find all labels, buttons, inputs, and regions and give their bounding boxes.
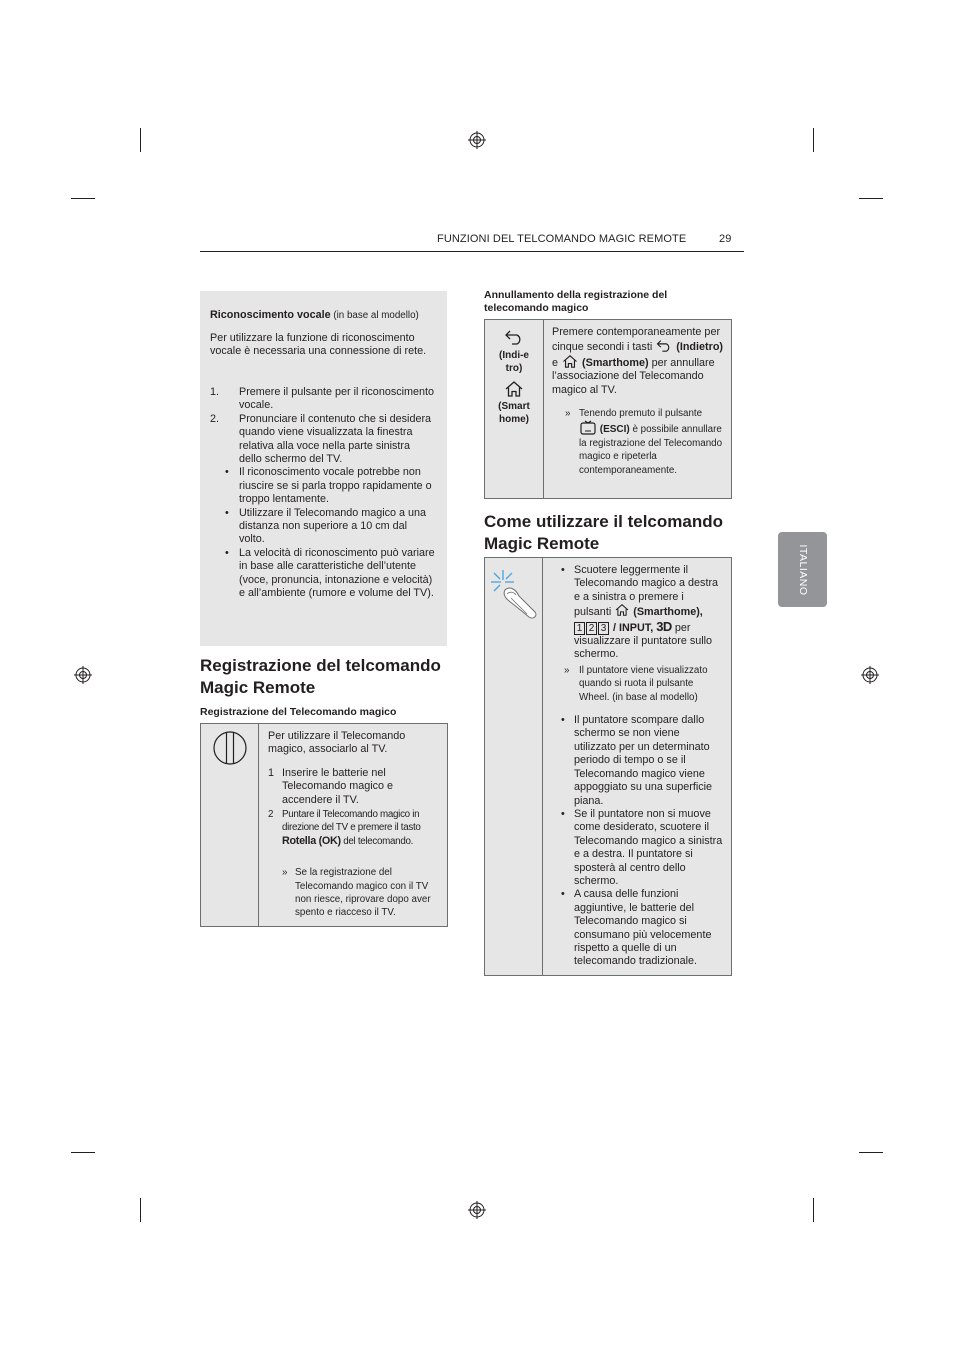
home-icon bbox=[614, 604, 630, 616]
note-mark: » bbox=[565, 408, 571, 420]
home-icon bbox=[561, 355, 579, 368]
exit-icon bbox=[579, 420, 597, 435]
voice-bullet: • La velocità di riconoscimento può variare in base alle caratteristiche dell’utente (voce, pronuncia, intonazione e velocità) e all’ambiente (rumore e volume del TV). bbox=[225, 546, 435, 600]
step-text: Puntare il Telecomando magico in direzione del TV e premere il tasto bbox=[282, 809, 421, 834]
deregistration-table bbox=[484, 319, 732, 499]
deregistration-text-cell bbox=[544, 320, 732, 499]
bullet-bold: / INPUT, bbox=[613, 621, 654, 634]
usage-bullet: • Il puntatore scompare dallo schermo se non viene utilizzato per un determinato periodo di tempo o se il Telecomando magico viene appoggiato su una superficie piana. bbox=[561, 714, 713, 807]
voice-title-note: (in base al modello) bbox=[330, 310, 419, 321]
text: Premere contemporaneamente per cinque secondi i tasti bbox=[552, 326, 721, 354]
registration-subheading: Registrazione del Telecomando magico bbox=[200, 706, 397, 718]
registration-heading: Registrazione del telcomando Magic Remote bbox=[200, 656, 441, 697]
crop-mark bbox=[859, 198, 883, 199]
usage-bullet: • Scuotere leggermente il Telecomando magico a destra e a sinistra o premere i pulsanti (Smarthome), 1 2 3 / INPUT, 3D per visualizzare il puntatore sullo schermo. bbox=[561, 564, 719, 661]
deregistration-icon-cell bbox=[485, 320, 544, 499]
step-number: 1. bbox=[210, 386, 220, 398]
step-text: Pronunciare il contenuto che si desidera quando viene visualizzata la finestra relativa alla voce nella parte sinistra dello schermo del TV. bbox=[239, 412, 432, 466]
text: e bbox=[552, 356, 562, 369]
voice-recognition-box bbox=[200, 291, 447, 646]
bullet-text: Se il puntatore non si muove come desiderato, scuotere il Telecomando magico a sinistra e a destra. Il puntatore si sposterà al centro dello schermo. bbox=[574, 807, 723, 887]
back-label: (Indi-etro) bbox=[499, 350, 529, 375]
registration-mark-icon bbox=[74, 666, 92, 684]
step-text: Inserire le batterie nel Telecomando magico e accendere il TV. bbox=[282, 766, 394, 806]
usage-text-cell bbox=[543, 558, 732, 976]
back-icon bbox=[504, 329, 524, 345]
voice-step bbox=[210, 413, 435, 467]
home-icon bbox=[504, 381, 524, 397]
step-number: 2. bbox=[210, 412, 220, 425]
number-key-icon: 3 bbox=[598, 622, 609, 635]
crop-mark bbox=[71, 1152, 95, 1153]
registration-mark-icon bbox=[468, 1201, 486, 1219]
bullet-text: Il riconoscimento vocale potrebbe non riuscire se si parla troppo rapidamente o troppo lentamente. bbox=[239, 466, 432, 506]
voice-step bbox=[210, 386, 435, 413]
registration-icon-cell bbox=[201, 724, 259, 927]
crop-mark bbox=[71, 198, 95, 199]
bullet-bold: (Smarthome), bbox=[633, 606, 703, 619]
number-key-icon: 2 bbox=[586, 622, 597, 635]
language-tab-label: ITALIANO bbox=[796, 543, 809, 596]
note-mark: » bbox=[564, 664, 570, 676]
step-bold: Rotella (OK) bbox=[282, 834, 341, 847]
usage-bullet: • A causa delle funzioni aggiuntive, le batterie del Telecomando magico si consumano più velocemente rispetto a quelle di un telecomando tradizionale. bbox=[561, 888, 712, 968]
usage-icon-cell bbox=[485, 558, 543, 976]
note-bold: (ESCI) bbox=[599, 424, 630, 436]
registration-intro: Per utilizzare il Telecomando magico, associarlo al TV. bbox=[268, 730, 406, 756]
wheel-icon bbox=[212, 730, 248, 766]
registration-mark-icon bbox=[468, 131, 486, 149]
crop-mark bbox=[140, 128, 141, 152]
bullet-text: A causa delle funzioni aggiuntive, le batterie del Telecomando magico si consumano più velocemente rispetto a quelle di un telecomando tradizionale. bbox=[574, 888, 712, 968]
bullet-text: Utilizzare il Telecomando magico a una distanza non superiore a 10 cm dal volto. bbox=[239, 506, 427, 546]
step-text: del telecomando. bbox=[340, 835, 414, 847]
text: per annullare l’associazione del Telecomando magico al TV. bbox=[552, 356, 715, 396]
page-number: 29 bbox=[719, 233, 732, 245]
voice-intro: Per utilizzare la funzione di riconoscimento vocale è necessaria una connessione di rete. bbox=[210, 332, 427, 358]
usage-table bbox=[484, 557, 732, 976]
registration-text-cell bbox=[259, 724, 448, 927]
registration-step bbox=[268, 767, 439, 807]
crop-mark bbox=[813, 128, 814, 152]
note-mark: » bbox=[282, 867, 288, 879]
note-text: è possibile annullare la registrazione del Telecomando magico e ripeterla contemporaneamente. bbox=[579, 424, 723, 476]
step-text: Premere il pulsante per il riconoscimento vocale. bbox=[239, 386, 435, 412]
step-number: 1 bbox=[268, 766, 275, 779]
usage-bullet: • Se il puntatore non si muove come desiderato, scuotere il Telecomando magico a sinistra e a destra. Il puntatore si sposterà al centro dello schermo. bbox=[561, 807, 723, 887]
3d-icon: 3D bbox=[656, 618, 672, 634]
crop-mark bbox=[140, 1198, 141, 1222]
voice-steps bbox=[210, 386, 435, 601]
note-text: Tenendo premuto il pulsante bbox=[579, 408, 703, 420]
crop-mark bbox=[813, 1198, 814, 1222]
header-rule bbox=[200, 251, 744, 252]
note-text: Il puntatore viene visualizzato quando si ruota il pulsante Wheel. (in base al modello) bbox=[579, 664, 708, 703]
bullet-text: per visualizzare il puntatore sullo schermo. bbox=[574, 621, 713, 661]
step-number: 2 bbox=[268, 809, 274, 821]
voice-title bbox=[210, 309, 440, 322]
deregistration-text bbox=[552, 326, 723, 397]
shake-remote-icon bbox=[489, 568, 541, 624]
crop-mark bbox=[859, 1152, 883, 1153]
deregistration-subheading: Annullamento della registrazione del telecomando magico bbox=[484, 289, 668, 314]
voice-bullet: • Utilizzare il Telecomando magico a una distanza non superiore a 10 cm dal volto. bbox=[225, 506, 427, 546]
voice-title-bold: Riconoscimento vocale bbox=[210, 309, 331, 321]
bullet-text: Il puntatore scompare dallo schermo se non viene utilizzato per un determinato periodo di tempo o se il Telecomando magico viene appoggiato su una superficie piana. bbox=[574, 714, 713, 807]
registration-note bbox=[268, 866, 439, 920]
running-header: FUNZIONI DEL TELCOMANDO MAGIC REMOTE bbox=[437, 233, 687, 245]
language-tab bbox=[778, 532, 827, 607]
text-bold: (Smarthome) bbox=[582, 356, 649, 369]
deregistration-note bbox=[552, 407, 723, 477]
registration-step bbox=[268, 808, 439, 848]
usage-note bbox=[551, 664, 723, 704]
note-text: Se la registrazione del Telecomando magico con il TV non riesce, riprovare dopo aver spento e riacceso il TV. bbox=[295, 867, 431, 919]
registration-mark-icon bbox=[861, 666, 879, 684]
usage-heading: Come utilizzare il telcomando Magic Remote bbox=[484, 512, 723, 553]
voice-bullet: • Il riconoscimento vocale potrebbe non riuscire se si parla troppo rapidamente o troppo lentamente. bbox=[225, 466, 432, 506]
number-key-icon: 1 bbox=[574, 622, 585, 635]
registration-table bbox=[200, 723, 448, 927]
bullet-text: Scuotere leggermente il Telecomando magico a destra e a sinistra o premere i pulsanti bbox=[574, 564, 719, 619]
home-label: (Smart home) bbox=[498, 400, 530, 426]
back-icon bbox=[655, 339, 673, 352]
text-bold: (Indietro) bbox=[676, 341, 724, 354]
bullet-text: La velocità di riconoscimento può variare in base alle caratteristiche dell’utente (voce, pronuncia, intonazione e velocità) e all’ambiente (rumore e volume del TV). bbox=[239, 546, 435, 600]
